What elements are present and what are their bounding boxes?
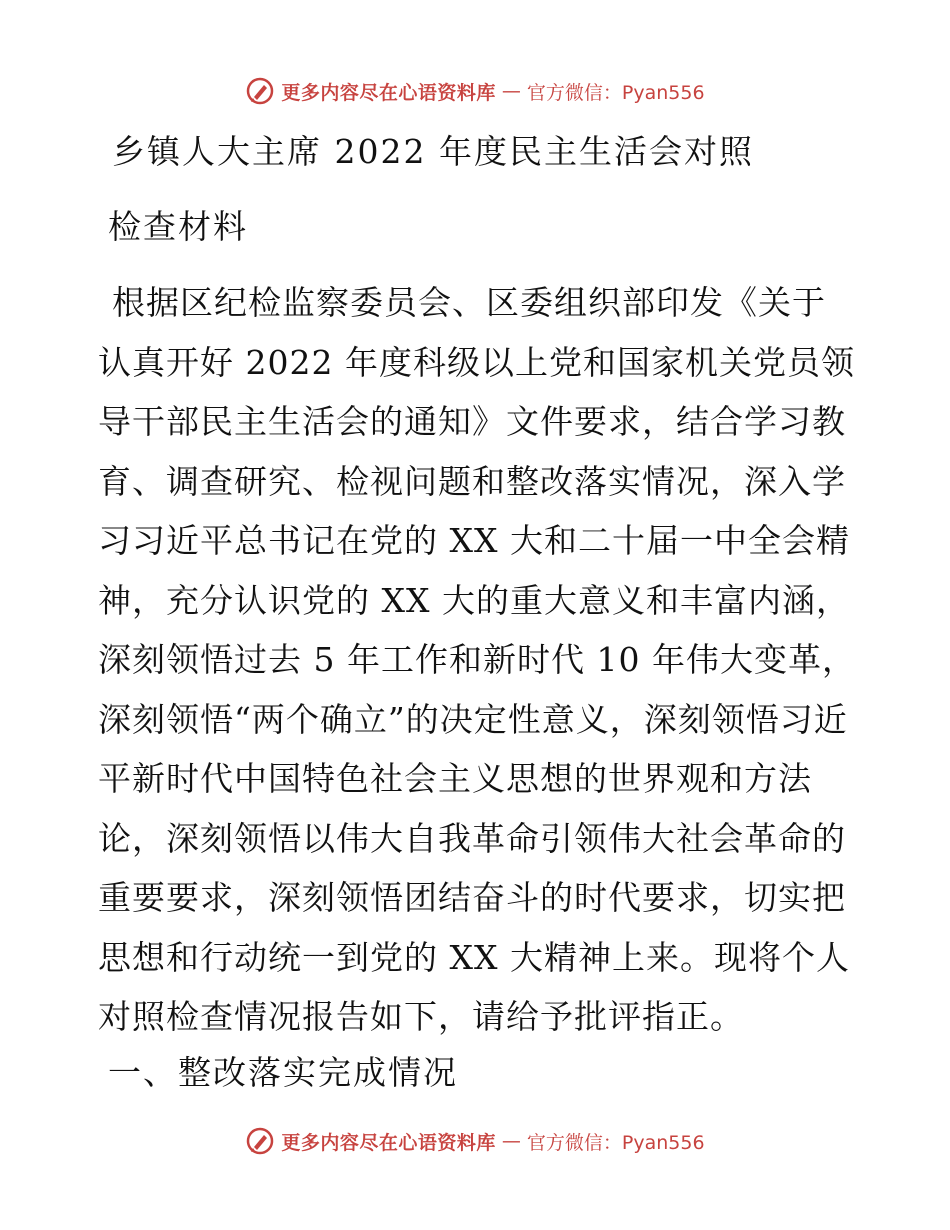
header-banner <box>0 71 950 111</box>
banner-wechat: 官方微信：Pyan556 <box>526 81 705 104</box>
banner-text: 更多内容尽在心语资料库 <box>281 81 496 104</box>
section-heading: 一、整改落实完成情况 <box>108 1053 458 1092</box>
document-title-line-2: 检查材料 <box>108 207 248 246</box>
banner-text: 更多内容尽在心语资料库 <box>281 1131 496 1154</box>
body-paragraph: 根据区纪检监察委员会、区委组织部印发《关于认真开好 2022 年度科级以上党和国家机关党员领导干部民主生活会的通知》文件要求，结合学习教育、调查研究、检视问题和整改落实情况，深入学习习近平总书记在党的 XX 大和二十届一中全会精神，充分认识党的 XX 大的重大意义和丰富内涵，深刻领悟过去 5 年工作和新时代 10 年伟大变革，深刻领悟“两个确立”的决定性意义，深刻领悟习近平新时代中国特色社会主义思想的世界观和方法论，深刻领悟以伟大自我革命引领伟大社会革命的重要要求，深刻领悟团结奋斗的时代要求，切实把思想和行动统一到党的 XX 大精神上来。现将个人对照检查情况报告如下，请给予批评指正。 <box>98 283 856 1036</box>
banner-dash: — <box>501 1130 521 1152</box>
banner-wechat: 官方微信：Pyan556 <box>526 1131 705 1154</box>
pen-seal-logo-icon <box>245 1126 275 1156</box>
banner-dash: — <box>501 80 521 102</box>
pen-seal-logo-icon <box>245 76 275 106</box>
document-title-line-1: 乡镇人大主席 2022 年度民主生活会对照 <box>112 132 754 171</box>
footer-banner <box>0 1121 950 1161</box>
